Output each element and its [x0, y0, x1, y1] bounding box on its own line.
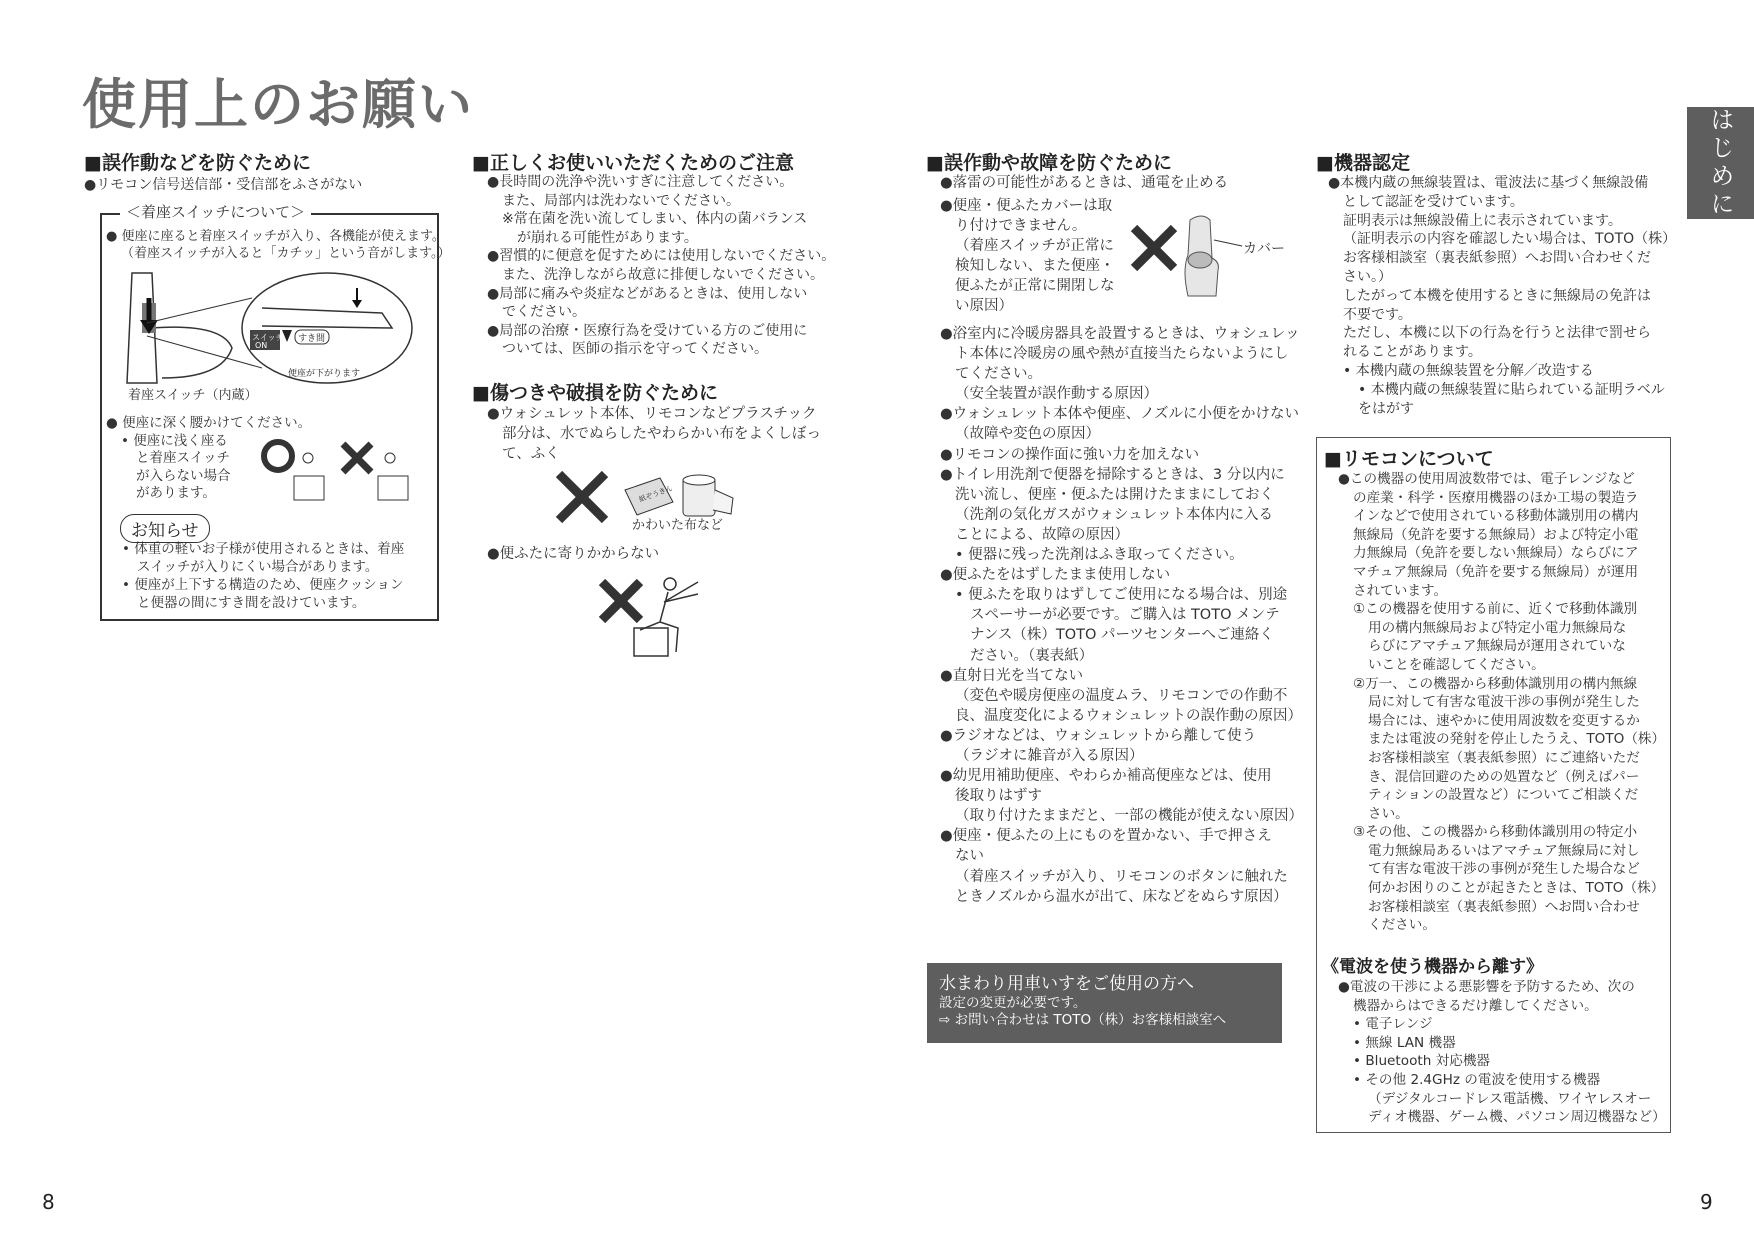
svg-text:紙ぞうきん: 紙ぞうきん: [637, 484, 674, 504]
cover-label: カバー: [1243, 241, 1285, 257]
cloth-label: かわいた布など: [632, 518, 724, 533]
page-number-right: 9: [1700, 1190, 1713, 1214]
lightning-warning: ●落雷の可能性があるときは、通電を止める: [940, 175, 1229, 191]
certification-text: ●本機内蔵の無線装置は、電波法に基づく無線設備 として認証を受けています。 証明表示は無線設備上に表示されています。 （証明表示の内容を確認したい場合は、TOTO（株） お客様相談室（裏表紙参照）へお問い合わせくだ さい。） したがって本機を使用するときに無線局の免許は 不要です。 ただし、本機に以下の行為を行うと法律で罰せら れることがあります。 • 本機内蔵の無線装置を分解／改造する • 本機内蔵の無線装置に貼られている証明ラベル をはがす: [1328, 175, 1677, 417]
svg-text:スイッチ: スイッチ: [252, 333, 284, 342]
damage-prevention-text: ●ウォシュレット本体、リモコンなどプラスチック 部分は、水でぬらしたやわらかい布をよくしぼっ て、ふく: [487, 406, 821, 462]
heading-malfunction-prevention: ■誤作動などを防ぐために: [84, 152, 311, 174]
notice-badge: お知らせ: [102, 508, 210, 547]
wheelchair-notice-contact: ⇨ お問い合わせは TOTO（株）お客様相談室へ: [939, 1012, 1227, 1028]
cover-illustration: [1130, 210, 1250, 300]
lean-warning: ●便ふたに寄りかからない: [487, 546, 660, 562]
failure-prevention-text: ●浴室内に冷暖房器具を設置するときは、ウォシュレッ ト本体に冷暖房の風や熱が直接当たらないようにし てください。 （安全装置が誤作動する原因） ●ウォシュレット本体や便座、ノズルに小便をかけない （故障や変色の原因） ●リモコンの操作面に強い力を加えない ●トイレ用洗剤で便器を掃除するときは、3 分以内に 洗い流し、便座・便ふたは開けたままにしておく （洗剤の気化ガスがウォシュレット本体内に入る ことによる、故障の原因） • 便器に残った洗剤はふき取ってください。 ●便ふたをはずしたまま使用しない • 便ふたを取りはずしてご使用になる場合は、別途 スペーサーが必要です。ご購入は TOTO メンテ ナンス（株）TOTO パーツセンターへご連絡く ださい。（裏表紙） ●直射日光を当てない （変色や暖房便座の温度ムラ、リモコンでの作動不 良、温度変化によるウォシュレットの誤作動の原因） ●ラジオなどは、ウォシュレットから離して使う （ラジオに雑音が入る原因） ●幼児用補助便座、やわらか補高便座などは、使用 後取りはずす （取り付けたままだと、一部の機能が使えない原因） ●便座・便ふたの上にものを置かない、手で押さえ ない （着座スイッチが入り、リモコンのボタンに触れた ときノズルから温水が出て、床などをぬらす原因）: [940, 326, 1303, 905]
heading-radio-distance: 《電波を使う機器から離す》: [1322, 957, 1543, 977]
svg-text:すき間: すき間: [298, 334, 326, 344]
remote-control-text: ●この機器の使用周波数帯では、電子レンジなど の産業・科学・医療用機器のほか工場の製造ラ インなどで使用されている移動体識別用の構内 無線局（免許を要する無線局）および特定小電 力無線局（免許を要しない無線局）ならびにア マチュア無線局（免許を要する無線局）が運用 されています。 ①この機器を使用する前に、近くで移動体識別 用の構内無線局および特定小電力無線局な らびにアマチュア無線局が運用されていな いことを確認してください。 ②万一、この機器から移動体識別用の構内無線 局に対して有害な電波干渉の事例が発生した 場合には、速やかに使用周波数を変更するか または電波の発射を停止したうえ、TOTO（株） お客様相談室（裏表紙参照）にご連絡いただ き、混信回避のための処置など（例えばパー ティションの設置など）についてご相談くだ さい。 ③その他、この機器から移動体識別用の特定小 電力無線局あるいはアマチュア無線局に対し て有害な電波干渉の事例が発生した場合など 何かお困りのことが起きたときは、TOTO（株） お客様相談室（裏表紙参照）へお問い合わせ ください。: [1338, 471, 1666, 934]
remote-signal-note: ●リモコン信号送信部・受信部をふさがない: [84, 177, 363, 193]
page-number-left: 8: [42, 1190, 55, 1214]
seat-switch-illustration: [112, 268, 417, 388]
notice-text: • 体重の軽いお子様が使用されるときは、着座 スイッチが入りにくい場合があります。 • 便座が上下する構造のため、便座クッション と便器の間にすき間を設けています。: [122, 541, 405, 611]
svg-text:ON: ON: [255, 341, 268, 350]
svg-text:便座が下がります: 便座が下がります: [288, 369, 361, 379]
sit-deep-text: ● 便座に深く腰かけてください。 • 便座に浅く座る と着座スイッチ が入らない場合 があります。: [106, 415, 312, 501]
proper-use-text: ●長時間の洗浄や洗いすぎに注意してください。 また、局部内は洗わないでください。 ※常在菌を洗い流してしまい、体内の菌バランス が崩れる可能性があります。 ●習慣的に便意を促すためには使用しないでください。 また、洗浄しながら故意に排便しないでください。 ●局部に痛みや炎症などがあるときは、使用しない でください。 ●局部の治療・医療行為を受けている方のご使用に ついては、医師の指示を守ってください。: [487, 174, 836, 358]
cover-warning: ●便座・便ふたカバーは取 り付けできません。 （着座スイッチが正常に 検知しない、また便座・ 便ふたが正常に開閉しな い原因）: [940, 198, 1115, 314]
radio-distance-text: ●電波の干渉による悪影響を予防するため、次の 機器からはできるだけ離してください。 • 電子レンジ • 無線 LAN 機器 • Bluetooth 対応機器 • その他 2.4GHz の電波を使用する機器 （デジタルコードレス電話機、ワイヤレスオー ディオ機器、ゲーム機、パソコン周辺機器など）: [1338, 979, 1666, 1126]
page-title: 使用上のお願い: [82, 73, 474, 136]
heading-proper-use: ■正しくお使いいただくためのご注意: [472, 152, 794, 174]
seat-switch-desc: ● 便座に座ると着座スイッチが入り、各機能が使えます。 （着座スイッチが入ると「カチッ」という音がします。）: [106, 229, 451, 261]
sitting-posture-illustration: [258, 436, 418, 504]
seat-switch-caption: 着座スイッチ（内蔵）: [128, 388, 258, 403]
wheelchair-notice: [927, 963, 1282, 1043]
side-tab[interactable]: はじめに: [1687, 107, 1754, 219]
wheelchair-notice-line: 設定の変更が必要です。: [939, 995, 1087, 1011]
heading-remote-control: ■リモコンについて: [1324, 448, 1494, 470]
wheelchair-notice-title: 水まわり用車いすをご使用の方へ: [939, 974, 1194, 994]
lean-illustration: [598, 572, 708, 662]
heading-damage-prevention: ■傷つきや破損を防ぐために: [472, 382, 718, 404]
seat-switch-box-title: ＜着座スイッチについて＞: [120, 203, 311, 222]
heading-failure-prevention: ■誤作動や故障を防ぐために: [926, 152, 1172, 174]
heading-certification: ■機器認定: [1316, 152, 1410, 174]
ok-circle-icon: [264, 442, 292, 470]
